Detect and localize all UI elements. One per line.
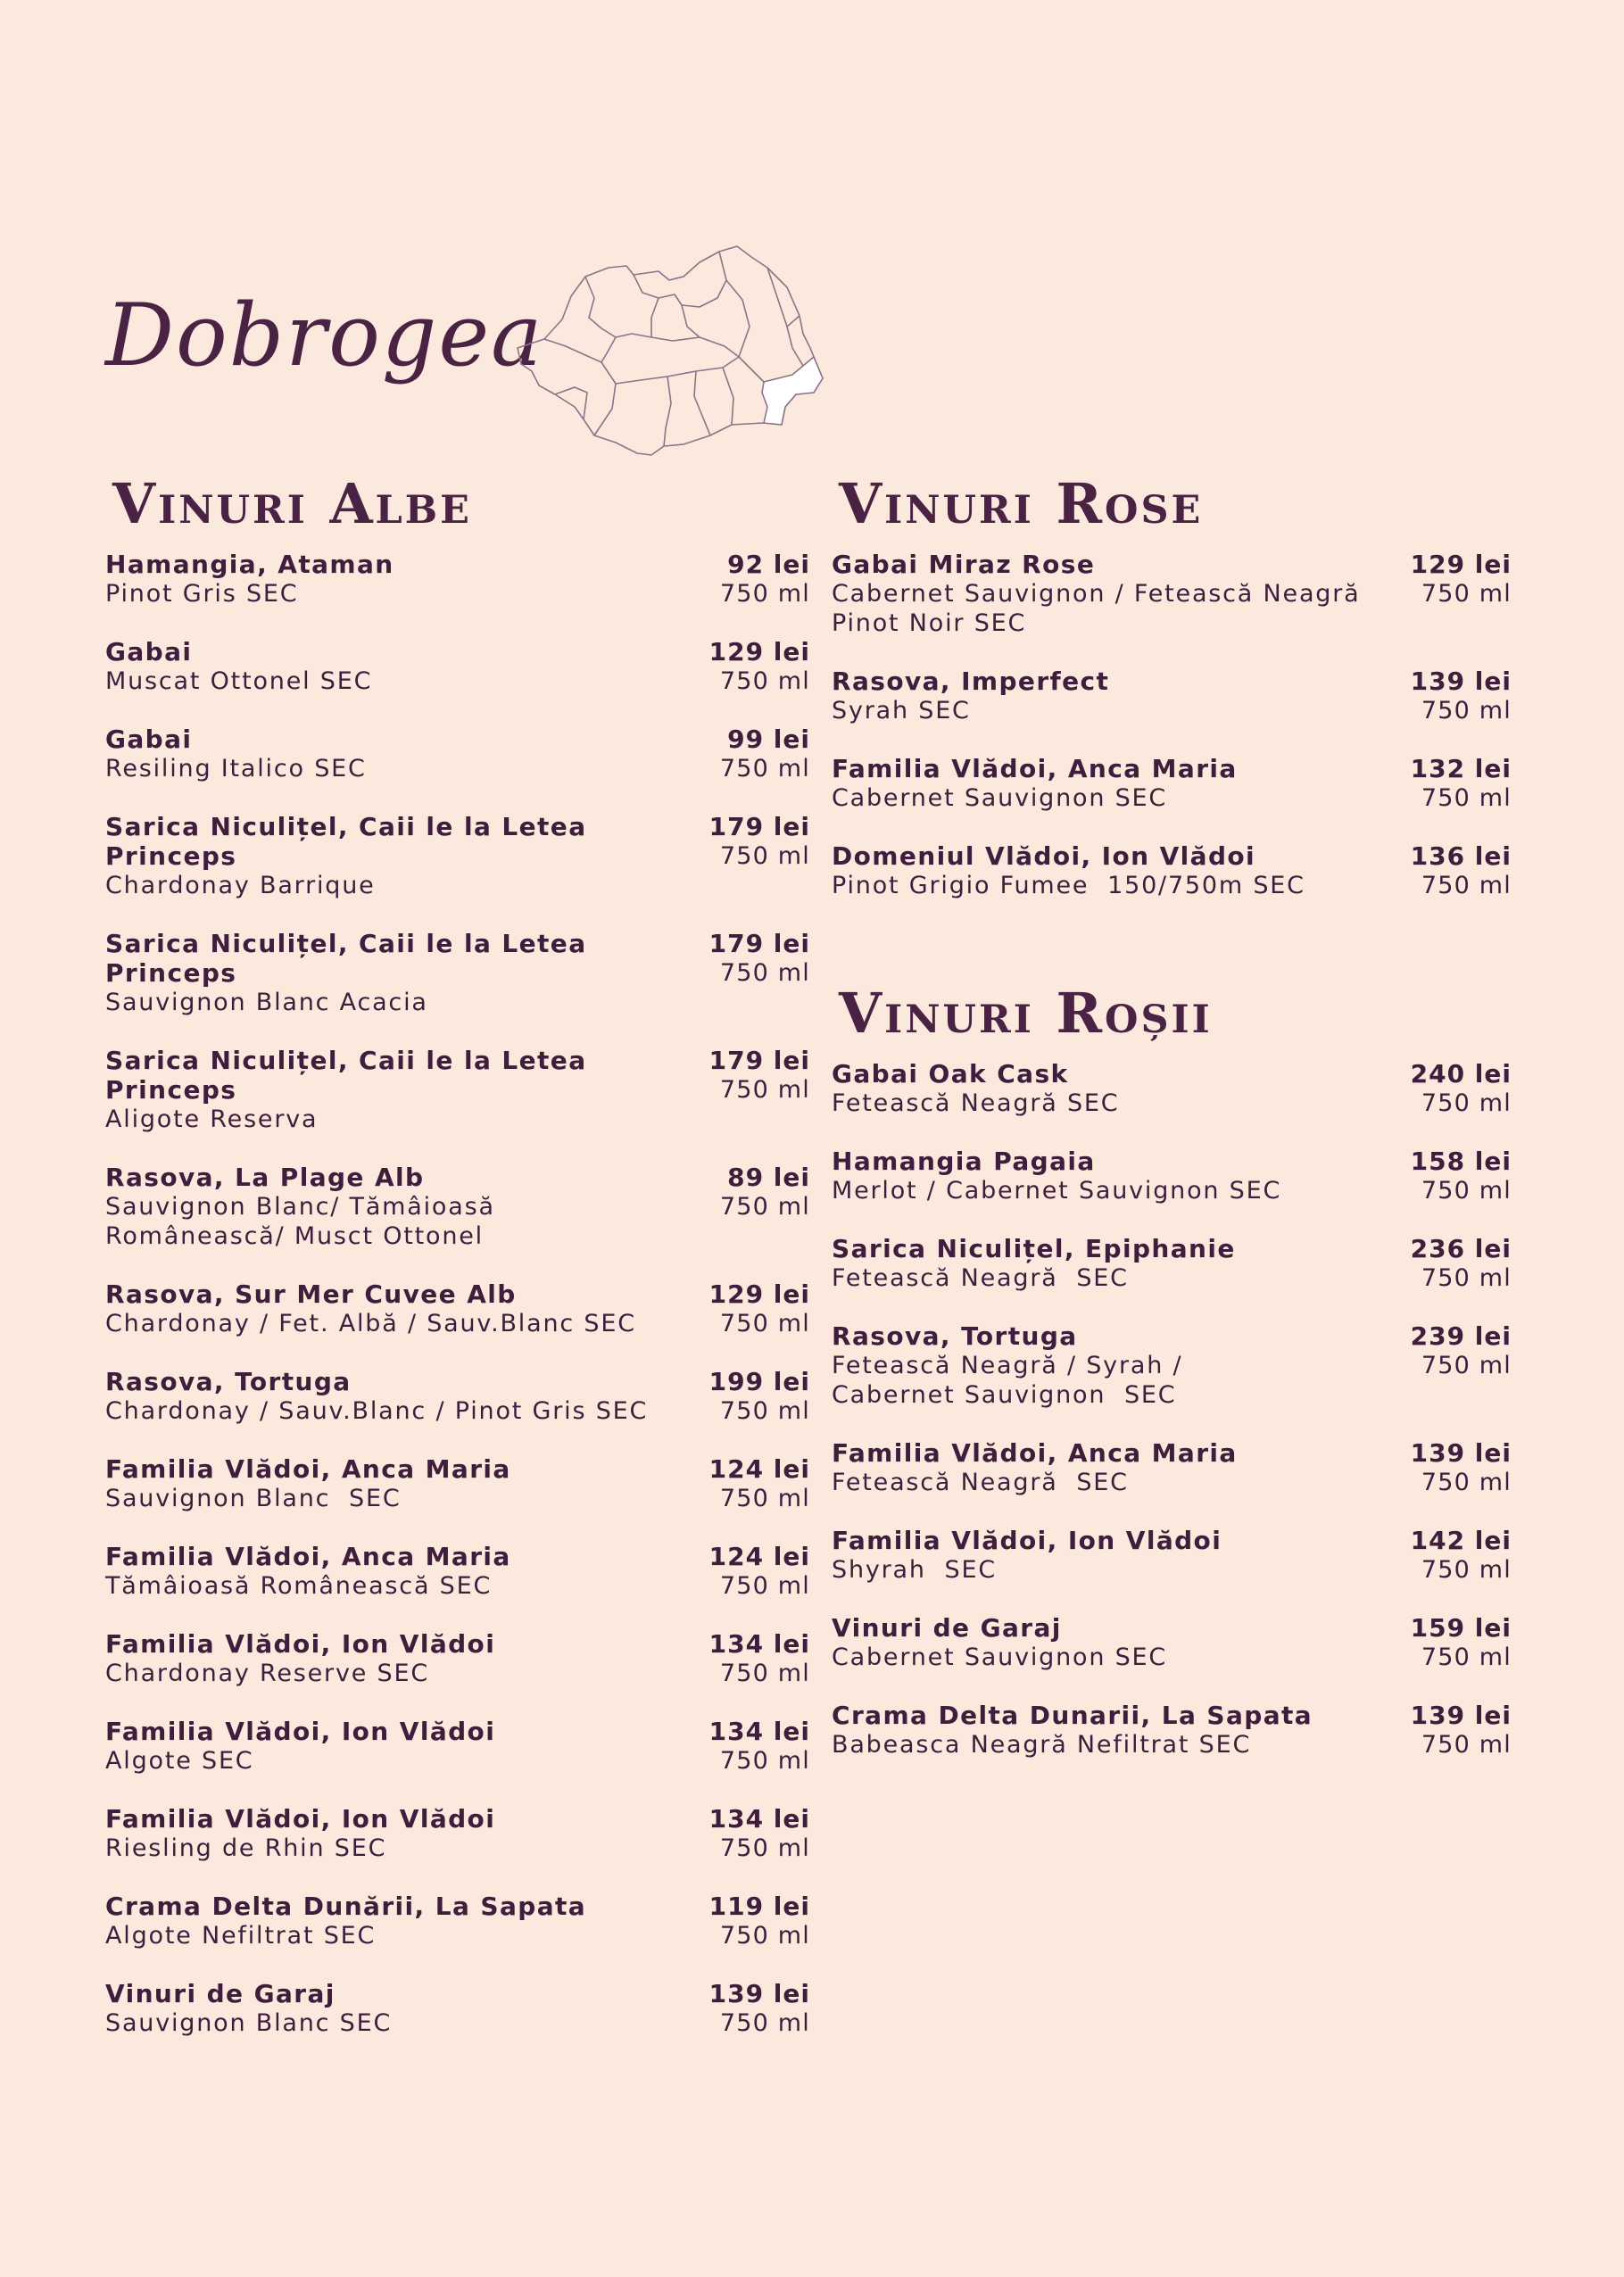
menu-item: [105, 1629, 810, 1688]
wine-price: 142 lei: [1410, 1526, 1512, 1555]
wine-description: Syrah SEC: [832, 697, 971, 724]
menu-item-info: [832, 550, 1411, 638]
menu-item-info: [105, 1454, 709, 1513]
menu-item-pricing: [1411, 1059, 1512, 1118]
wine-volume: 750 ml: [719, 959, 810, 987]
menu-item-pricing: [1411, 1526, 1512, 1585]
wine-description: Chardonay / Sauv.Blanc / Pinot Gris SEC: [105, 1397, 649, 1425]
menu-item-pricing: [1411, 754, 1512, 813]
wine-name: Domeniul Vlădoi, Ion Vlădoi: [832, 841, 1256, 871]
menu-item-info: [832, 1526, 1411, 1585]
menu-item-info: [105, 1804, 709, 1863]
wine-volume: 750 ml: [1421, 784, 1512, 812]
wine-price: 129 lei: [708, 1279, 810, 1309]
menu-item-info: [105, 1629, 709, 1688]
wine-price: 124 lei: [708, 1542, 810, 1571]
wine-description: Fetească Neagră SEC: [832, 1264, 1129, 1292]
wine-price: 129 lei: [1410, 550, 1512, 579]
wine-name: Familia Vlădoi, Ion Vlădoi: [832, 1526, 1222, 1555]
menu-item-info: [105, 1542, 709, 1601]
menu-item-pricing: [1411, 1234, 1512, 1293]
menu-item-info: [105, 1892, 709, 1950]
menu-item-info: [105, 929, 709, 1017]
menu-item: [832, 1147, 1512, 1205]
menu-item: [105, 550, 810, 609]
menu-item: [105, 1979, 810, 2038]
wine-volume: 750 ml: [719, 1922, 810, 1950]
menu-item-pricing: [709, 929, 810, 988]
menu-item-info: [105, 1979, 709, 2038]
wine-volume: 750 ml: [1421, 1177, 1512, 1205]
wine-price: 89 lei: [727, 1163, 810, 1192]
menu-item: [105, 724, 810, 783]
menu-item-pricing: [709, 1629, 810, 1688]
wine-name: Familia Vlădoi, Anca Maria: [832, 1438, 1238, 1468]
wine-volume: 750 ml: [1421, 697, 1512, 724]
wine-price: 179 lei: [708, 812, 810, 841]
wine-volume: 750 ml: [719, 1747, 810, 1775]
wine-volume: 750 ml: [1421, 1731, 1512, 1759]
menu-item: [105, 1367, 810, 1426]
wine-volume: 750 ml: [719, 842, 810, 870]
wine-price: 158 lei: [1410, 1147, 1512, 1176]
menu-item-pricing: [1411, 1321, 1512, 1380]
wine-volume: 750 ml: [719, 2009, 810, 2037]
menu-item: [832, 1613, 1512, 1672]
wine-description: Sauvignon Blanc SEC: [105, 2009, 393, 2037]
wine-description: Cabernet Sauvignon SEC: [832, 1644, 1168, 1671]
wine-name: Rasova, Tortuga: [832, 1321, 1078, 1351]
menu-item: [832, 667, 1512, 725]
region-title: Dobrogea: [105, 286, 544, 385]
wine-description: Cabernet Sauvignon SEC: [832, 784, 1168, 812]
menu-item-pricing: [1411, 550, 1512, 609]
wine-price: 236 lei: [1410, 1234, 1512, 1263]
menu-item-pricing: [1411, 1701, 1512, 1760]
wine-volume: 750 ml: [719, 580, 810, 608]
wine-description: Tămâioasă Românească SEC: [105, 1572, 493, 1600]
menu-item-info: [105, 1046, 709, 1134]
menu-item-pricing: [1411, 1147, 1512, 1205]
menu-item: [832, 1234, 1512, 1293]
wine-volume: 750 ml: [719, 1834, 810, 1862]
menu-item: [105, 1163, 810, 1251]
menu-item: [832, 1321, 1512, 1410]
menu-item: [105, 929, 810, 1017]
menu-item: [832, 1526, 1512, 1585]
wine-name: Sarica Niculițel, Caii le la Letea Princeps: [105, 812, 587, 871]
wine-price: 139 lei: [1410, 1438, 1512, 1468]
menu-item-pricing: [1411, 841, 1512, 900]
wine-price: 179 lei: [708, 929, 810, 958]
menu-item-info: [832, 1613, 1411, 1672]
wine-volume: 750 ml: [1421, 1089, 1512, 1117]
menu-item-info: [105, 1717, 709, 1776]
wine-name: Familia Vlădoi, Anca Maria: [832, 754, 1238, 783]
wine-name: Familia Vlădoi, Ion Vlădoi: [105, 1629, 496, 1659]
wine-description: Chardonay / Fet. Albă / Sauv.Blanc SEC: [105, 1310, 636, 1337]
wine-volume: 750 ml: [719, 1397, 810, 1425]
menu-item: [832, 754, 1512, 813]
menu-item: [105, 1279, 810, 1338]
menu-item-info: [832, 1059, 1411, 1118]
wine-name: Rasova, Imperfect: [832, 667, 1110, 696]
wine-name: Crama Delta Dunării, La Sapata: [105, 1892, 587, 1921]
menu-item: [105, 1804, 810, 1863]
wine-volume: 750 ml: [1421, 1352, 1512, 1379]
wine-description: Sauvignon Blanc SEC: [105, 1485, 402, 1512]
wine-name: Familia Vlădoi, Anca Maria: [105, 1542, 511, 1571]
wine-price: 199 lei: [708, 1367, 810, 1396]
wine-volume: 750 ml: [1421, 872, 1512, 899]
menu-item: [832, 1059, 1512, 1118]
wine-description: Resiling Italico SEC: [105, 755, 367, 782]
menu-item-pricing: [709, 1804, 810, 1863]
wine-description: Shyrah SEC: [832, 1556, 998, 1584]
wine-name: Familia Vlădoi, Ion Vlădoi: [105, 1804, 496, 1834]
wine-volume: 750 ml: [1421, 580, 1512, 608]
menu-item-info: [832, 1438, 1411, 1497]
wine-description: Fetească Neagră / Syrah / Cabernet Sauvignon SEC: [832, 1352, 1183, 1409]
wine-price: 136 lei: [1410, 841, 1512, 871]
menu-item-info: [832, 1147, 1411, 1205]
section-title-rosii: Vinuri Roșii: [839, 981, 1213, 1046]
wine-price: 119 lei: [708, 1892, 810, 1921]
wine-name: Sarica Niculițel, Epiphanie: [832, 1234, 1236, 1263]
menu-item-info: [105, 724, 720, 783]
menu-item-pricing: [720, 550, 810, 609]
wine-volume: 750 ml: [719, 755, 810, 782]
wine-description: Babeasca Neagră Nefiltrat SEC: [832, 1731, 1252, 1759]
menu-item-pricing: [709, 1454, 810, 1513]
wine-volume: 750 ml: [719, 1660, 810, 1687]
menu-item-pricing: [709, 812, 810, 871]
menu-item: [832, 841, 1512, 900]
wine-name: Gabai Miraz Rose: [832, 550, 1096, 579]
wine-price: 99 lei: [727, 724, 810, 754]
wine-name: Vinuri de Garaj: [832, 1613, 1062, 1643]
wine-name: Vinuri de Garaj: [105, 1979, 336, 2008]
menu-item-info: [832, 1234, 1411, 1293]
wine-volume: 750 ml: [719, 1193, 810, 1221]
menu-item: [105, 1892, 810, 1950]
wine-volume: 750 ml: [1421, 1264, 1512, 1292]
wine-description: Fetească Neagră SEC: [832, 1469, 1129, 1496]
menu-item-info: [832, 841, 1411, 900]
wine-description: Algote SEC: [105, 1747, 254, 1775]
wine-name: Familia Vlădoi, Anca Maria: [105, 1454, 511, 1484]
section-title-rose: Vinuri Rose: [839, 471, 1204, 536]
wine-price: 92 lei: [727, 550, 810, 579]
wine-description: Merlot / Cabernet Sauvignon SEC: [832, 1177, 1282, 1205]
wine-name: Hamangia Pagaia: [832, 1147, 1096, 1176]
menu-item-info: [105, 1163, 720, 1251]
wine-name: Gabai: [105, 724, 193, 754]
menu-item-pricing: [1411, 1613, 1512, 1672]
menu-item-info: [105, 637, 709, 696]
wine-price: 139 lei: [1410, 667, 1512, 696]
menu-item-pricing: [709, 1367, 810, 1426]
wine-price: 134 lei: [708, 1629, 810, 1659]
wine-description: Pinot Grigio Fumee 150/750m SEC: [832, 872, 1305, 899]
wine-list-albe: [105, 550, 810, 2038]
wine-name: Gabai: [105, 637, 193, 667]
menu-item-pricing: [720, 1163, 810, 1221]
wine-volume: 750 ml: [719, 667, 810, 695]
menu-item: [105, 1542, 810, 1601]
menu-item: [105, 637, 810, 696]
menu-item-pricing: [709, 637, 810, 696]
menu-item: [105, 1046, 810, 1134]
wine-description: Riesling de Rhin SEC: [105, 1834, 387, 1862]
wine-volume: 750 ml: [719, 1076, 810, 1104]
menu-item: [105, 812, 810, 900]
wine-price: 159 lei: [1410, 1613, 1512, 1643]
wine-name: Rasova, Sur Mer Cuvee Alb: [105, 1279, 517, 1309]
menu-item-pricing: [720, 724, 810, 783]
menu-item-info: [105, 1279, 709, 1338]
wine-name: Crama Delta Dunarii, La Sapata: [832, 1701, 1313, 1730]
wine-description: Sauvignon Blanc/ Tămâioasă Românească/ Musct Ottonel: [105, 1193, 495, 1250]
menu-item-info: [832, 667, 1411, 725]
wine-description: Fetească Neagră SEC: [832, 1089, 1120, 1117]
wine-price: 129 lei: [708, 637, 810, 667]
wine-volume: 750 ml: [719, 1485, 810, 1512]
wine-name: Sarica Niculițel, Caii le la Letea Princeps: [105, 929, 587, 988]
wine-price: 240 lei: [1410, 1059, 1512, 1089]
menu-item-info: [832, 1701, 1411, 1760]
wine-description: Chardonay Reserve SEC: [105, 1660, 429, 1687]
menu-item-info: [105, 550, 720, 609]
menu-item-pricing: [709, 1892, 810, 1950]
menu-item-info: [105, 812, 709, 900]
wine-list-rose: [832, 550, 1512, 900]
menu-item-pricing: [1411, 1438, 1512, 1497]
wine-name: Sarica Niculițel, Caii le la Letea Princeps: [105, 1046, 587, 1105]
wine-volume: 750 ml: [1421, 1644, 1512, 1671]
menu-item-info: [105, 1367, 709, 1426]
wine-volume: 750 ml: [1421, 1469, 1512, 1496]
wine-price: 134 lei: [708, 1804, 810, 1834]
wine-volume: 750 ml: [719, 1572, 810, 1600]
menu-item: [832, 550, 1512, 638]
wine-description: Aligote Reserva: [105, 1105, 319, 1133]
wine-price: 134 lei: [708, 1717, 810, 1746]
wine-price: 132 lei: [1410, 754, 1512, 783]
wine-name: Familia Vlădoi, Ion Vlădoi: [105, 1717, 496, 1746]
wine-volume: 750 ml: [719, 1310, 810, 1337]
wine-name: Rasova, Tortuga: [105, 1367, 352, 1396]
menu-item-info: [832, 1321, 1411, 1410]
wine-price: 239 lei: [1410, 1321, 1512, 1351]
menu-item: [105, 1454, 810, 1513]
wine-description: Cabernet Sauvignon / Fetească Neagră Pinot Noir SEC: [832, 580, 1361, 637]
wine-name: Hamangia, Ataman: [105, 550, 394, 579]
menu-item-info: [832, 754, 1411, 813]
wine-description: Algote Nefiltrat SEC: [105, 1922, 377, 1950]
menu-item: [105, 1717, 810, 1776]
menu-item-pricing: [709, 1979, 810, 2038]
menu-item-pricing: [709, 1542, 810, 1601]
menu-item-pricing: [709, 1717, 810, 1776]
wine-price: 139 lei: [1410, 1701, 1512, 1730]
wine-name: Gabai Oak Cask: [832, 1059, 1069, 1089]
section-title-albe: Vinuri Albe: [112, 471, 472, 536]
wine-name: Rasova, La Plage Alb: [105, 1163, 425, 1192]
wine-price: 139 lei: [708, 1979, 810, 2008]
menu-item-pricing: [709, 1279, 810, 1338]
wine-price: 124 lei: [708, 1454, 810, 1484]
column-left: [105, 473, 810, 2066]
wine-description: Sauvignon Blanc Acacia: [105, 989, 428, 1016]
menu-item-pricing: [709, 1046, 810, 1105]
romania-map-icon: [509, 241, 830, 473]
wine-description: Muscat Ottonel SEC: [105, 667, 373, 695]
wine-description: Chardonay Barrique: [105, 872, 376, 899]
menu-item: [832, 1701, 1512, 1760]
wine-list-rosii: [832, 1059, 1512, 1760]
wine-description: Pinot Gris SEC: [105, 580, 299, 608]
wine-price: 179 lei: [708, 1046, 810, 1075]
wine-volume: 750 ml: [1421, 1556, 1512, 1584]
menu-item-pricing: [1411, 667, 1512, 725]
column-right: [832, 473, 1512, 1788]
menu-item: [832, 1438, 1512, 1497]
